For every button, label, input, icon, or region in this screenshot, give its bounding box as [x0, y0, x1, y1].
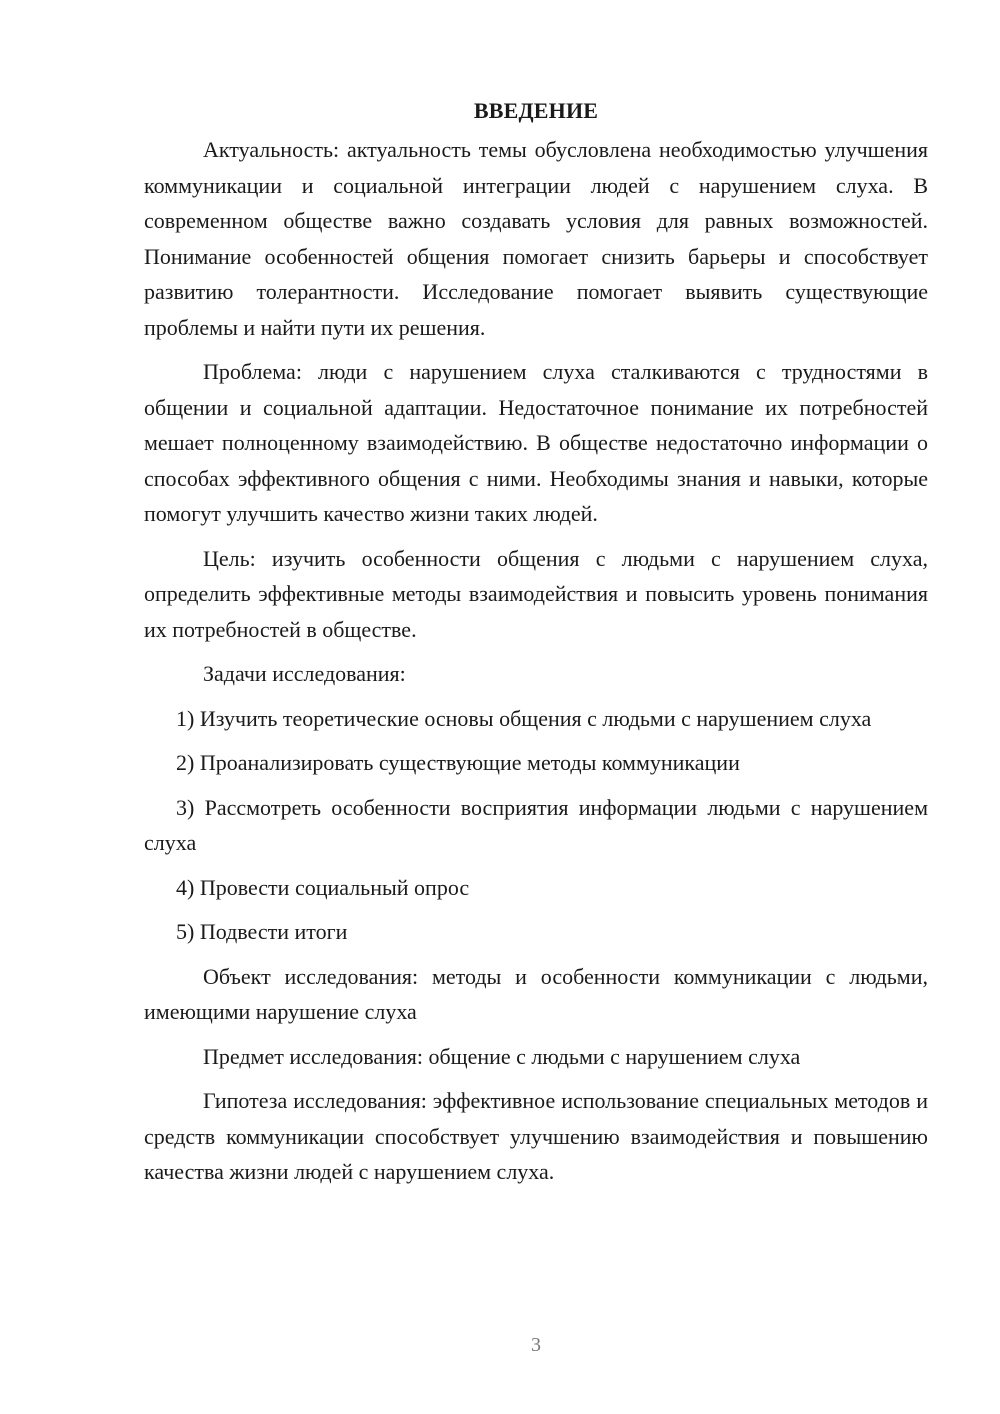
paragraph-problem: Проблема: люди с нарушением слуха сталкиваются с трудностями в общении и социальной адаптации. Недостаточное понимание их потребностей мешает полноценному взаимодействию. В обществе недостаточно информации о способах эффективного общения с ними. Необходимы знания и навыки, которые помогут улучшить качество жизни таких людей. [144, 359, 928, 526]
task-item-2: 2) Проанализировать существующие методы коммуникации [176, 750, 740, 775]
paragraph-object: Объект исследования: методы и особенности коммуникации с людьми, имеющими нарушение слуха [144, 963, 928, 1024]
section-heading: ВВЕДЕНИЕ [473, 98, 599, 123]
task-item-5: 5) Подвести итоги [176, 919, 348, 944]
document-page [144, 96, 928, 1199]
paragraph-tasks-title: Задачи исследования: [203, 661, 406, 686]
paragraph-relevance: Актуальность: актуальность темы обусловлена необходимостью улучшения коммуникации и социальной интеграции людей с нарушением слуха. В современном обществе важно создавать условия для равных возможностей. Понимание особенностей общения помогает снизить барьеры и способствует развитию толерантности. Исследование помогает выявить существующие проблемы и найти пути их решения. [144, 137, 928, 340]
page-number: 3 [531, 1334, 541, 1356]
task-item-4: 4) Провести социальный опрос [176, 874, 470, 900]
paragraph-hypothesis: Гипотеза исследования: эффективное использование специальных методов и средств коммуникации способствует улучшению взаимодействия и повышению качества жизни людей с нарушением слуха. [144, 1088, 928, 1184]
paragraph-subject: Предмет исследования: общение с людьми с нарушением слуха [203, 1043, 801, 1069]
paragraph-goal: Цель: изучить особенности общения с людьми с нарушением слуха, определить эффективные методы взаимодействия и повысить уровень понимания их потребностей в обществе. [144, 545, 928, 642]
task-item-1: 1) Изучить теоретические основы общения с людьми с нарушением слуха [176, 705, 872, 731]
task-item-3: 3) Рассмотреть особенности восприятия информации людьми с нарушением слуха [144, 794, 928, 855]
